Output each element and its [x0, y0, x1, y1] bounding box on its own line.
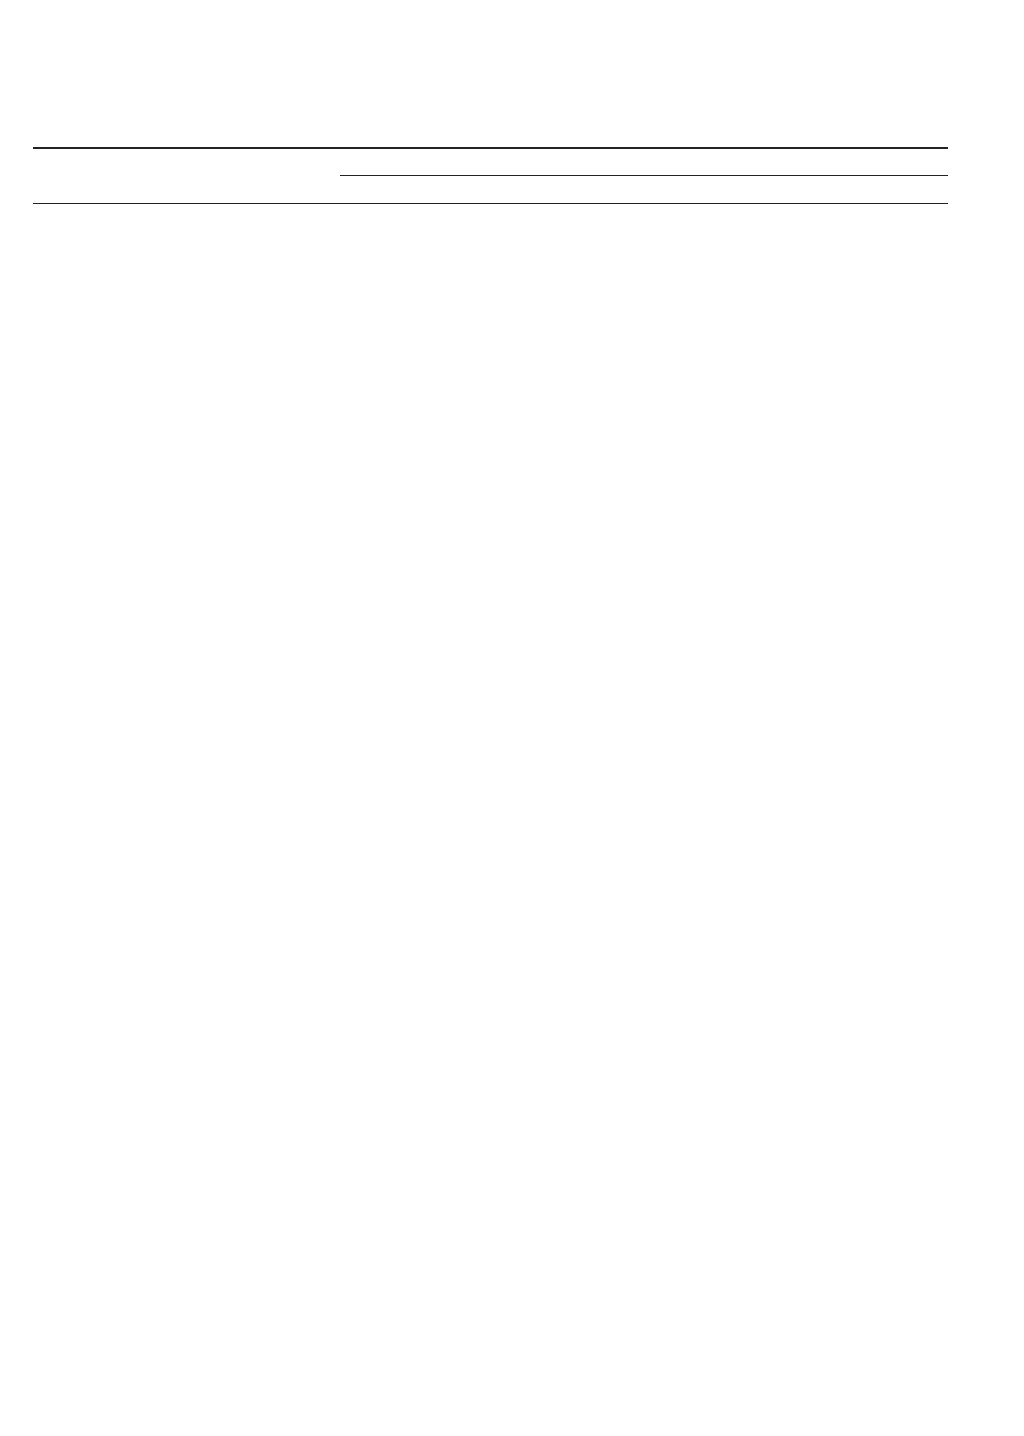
header-bottom-rule: [33, 203, 948, 204]
running-header: [0, 34, 1024, 58]
header-top-rule: [33, 147, 948, 149]
production-rule: [340, 175, 948, 176]
